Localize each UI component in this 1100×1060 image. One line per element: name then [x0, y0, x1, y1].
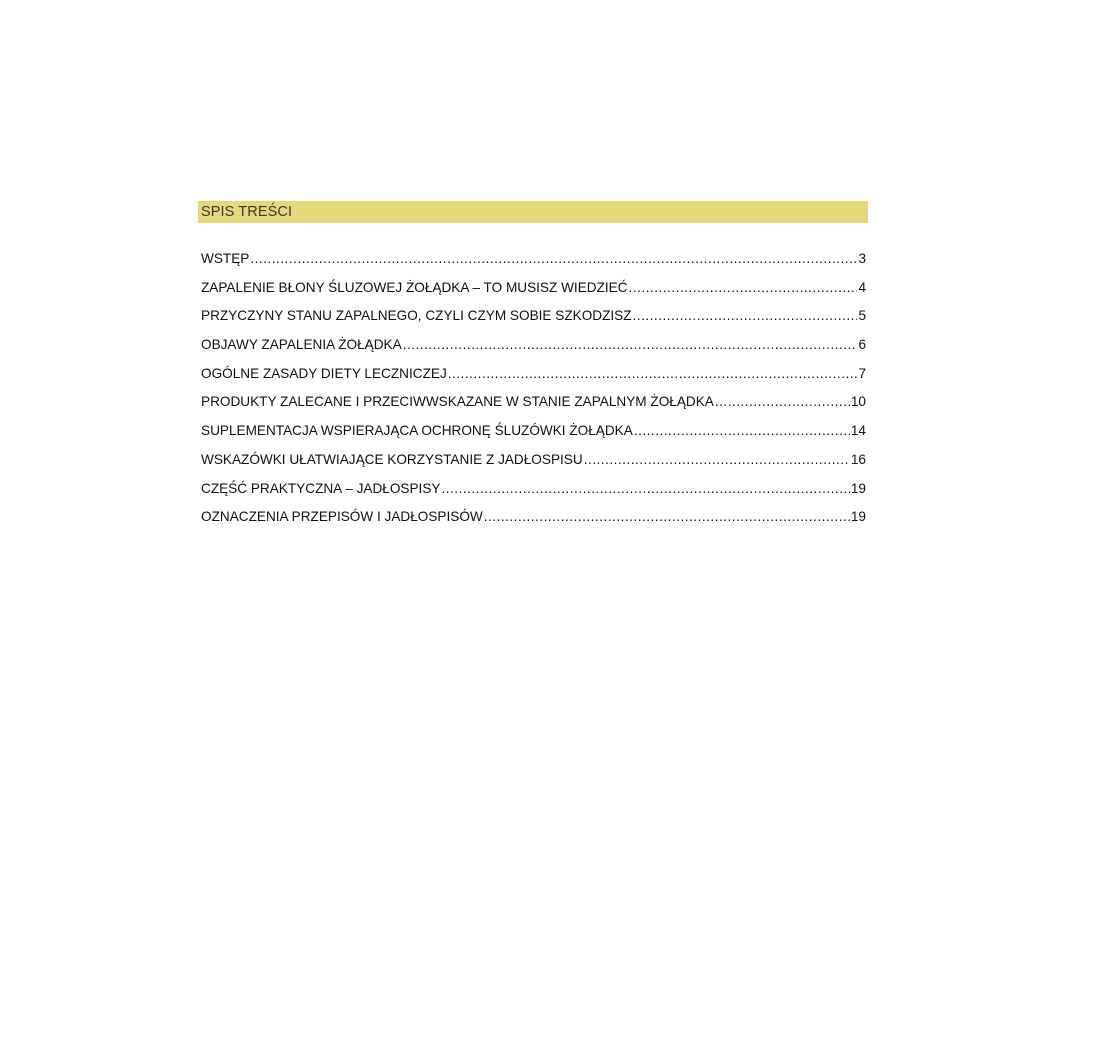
toc-entry-title: OBJAWY ZAPALENIA ŻOŁĄDKA — [201, 337, 402, 353]
toc-list — [198, 251, 868, 538]
toc-heading: SPIS TREŚCI — [198, 201, 868, 223]
toc-entry-page-number: 14 — [850, 423, 866, 439]
toc-entry-title: OGÓLNE ZASADY DIETY LECZNICZEJ — [201, 365, 447, 381]
table-of-contents — [198, 201, 868, 525]
toc-entry-wskazowki[interactable] — [198, 452, 868, 481]
toc-entry-page-number: 10 — [850, 394, 866, 410]
toc-entry-zapalenie-blony[interactable] — [198, 280, 868, 309]
toc-entry-przyczyny[interactable] — [198, 308, 868, 337]
toc-entry-page-number: 6 — [858, 337, 866, 353]
toc-dot-leader — [403, 337, 858, 352]
toc-dot-leader — [441, 481, 849, 496]
toc-dot-leader — [584, 452, 850, 467]
toc-entry-title: WSTĘP — [201, 251, 250, 266]
toc-entry-produkty[interactable] — [198, 394, 868, 423]
toc-entry-page-number: 5 — [858, 308, 866, 324]
toc-entry-page-number: 4 — [858, 279, 866, 295]
toc-dot-leader — [484, 509, 850, 524]
toc-dot-leader — [629, 280, 858, 295]
toc-entry-title: OZNACZENIA PRZEPISÓW I JADŁOSPISÓW — [201, 509, 483, 525]
toc-dot-leader — [250, 251, 857, 266]
toc-entry-title: CZĘŚĆ PRAKTYCZNA – JADŁOSPISY — [201, 480, 441, 496]
toc-entry-ogolne-zasady[interactable] — [198, 366, 868, 395]
toc-entry-czesc-praktyczna[interactable] — [198, 481, 868, 510]
toc-dot-leader — [634, 423, 850, 438]
toc-entry-page-number: 19 — [850, 480, 866, 496]
toc-entry-wstep[interactable] — [198, 251, 868, 280]
toc-entry-oznaczenia[interactable] — [198, 509, 868, 538]
toc-entry-title: PRZYCZYNY STANU ZAPALNEGO, CZYLI CZYM SOBIE SZKODZISZ — [201, 308, 632, 324]
toc-entry-title: SUPLEMENTACJA WSPIERAJĄCA OCHRONĘ ŚLUZÓWKI ŻOŁĄDKA — [201, 423, 633, 439]
toc-dot-leader — [448, 366, 858, 381]
toc-entry-objawy[interactable] — [198, 337, 868, 366]
toc-entry-title: ZAPALENIE BŁONY ŚLUZOWEJ ŻOŁĄDKA – TO MUSISZ WIEDZIEĆ — [201, 279, 628, 295]
toc-entry-title: PRODUKTY ZALECANE I PRZECIWWSKAZANE W STANIE ZAPALNYM ŻOŁĄDKA — [201, 394, 714, 410]
toc-dot-leader — [633, 308, 858, 323]
toc-entry-suplementacja[interactable] — [198, 423, 868, 452]
toc-entry-page-number: 16 — [850, 451, 866, 467]
toc-entry-page-number: 3 — [858, 251, 866, 266]
toc-dot-leader — [715, 394, 850, 409]
toc-entry-page-number: 7 — [858, 365, 866, 381]
toc-entry-page-number: 19 — [850, 509, 866, 525]
toc-entry-title: WSKAZÓWKI UŁATWIAJĄCE KORZYSTANIE Z JADŁOSPISU — [201, 451, 583, 467]
